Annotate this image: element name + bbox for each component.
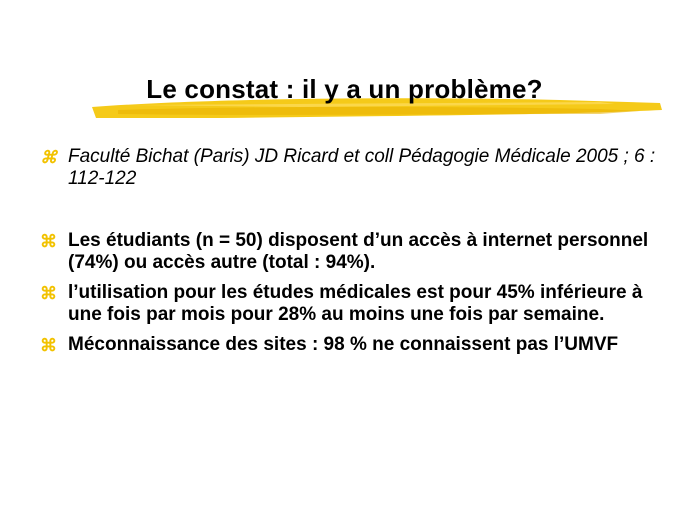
- bullet-list: [40, 146, 660, 364]
- title-area: [0, 62, 689, 132]
- place-of-interest-icon: ⌘: [40, 336, 57, 355]
- bullet-item: [40, 334, 660, 356]
- place-of-interest-icon: ⌘: [40, 148, 57, 167]
- bullet-text: Les étudiants (n = 50) disposent d’un accès à internet personnel (74%) ou accès autre (total : 94%).: [68, 230, 649, 273]
- bullet-text: Méconnaissance des sites : 98 % ne connaissent pas l’UMVF: [68, 334, 619, 355]
- bullet-text: Faculté Bichat (Paris) JD Ricard et coll Pédagogie Médicale 2005 ; 6 : 112-122: [68, 146, 656, 189]
- bullet-item: [40, 146, 660, 190]
- place-of-interest-icon: ⌘: [40, 284, 57, 303]
- slide-title: Le constat : il y a un problème?: [146, 74, 543, 104]
- bullet-text: l’utilisation pour les études médicales est pour 45% inférieure à une fois par mois pour 28% au moins une fois par semaine.: [68, 282, 643, 325]
- bullet-item: [40, 282, 660, 326]
- place-of-interest-icon: ⌘: [40, 232, 57, 251]
- bullet-item: [40, 230, 660, 274]
